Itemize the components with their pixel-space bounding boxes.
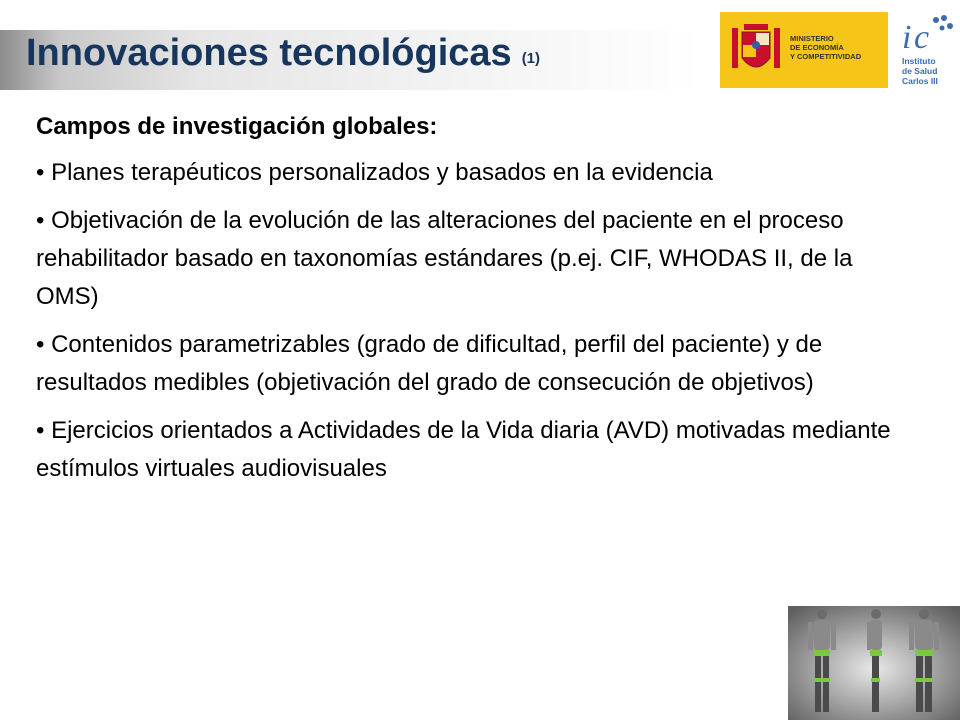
institute-text — [902, 56, 958, 86]
isciii-mark-icon — [896, 12, 956, 56]
ministry-text — [790, 34, 886, 61]
ministry-line-1: MINISTERIO — [790, 34, 834, 43]
svg-text:c: c — [914, 19, 930, 56]
slide-title-text: Innovaciones tecnológicas — [26, 32, 512, 74]
bullet-item: • Contenidos parametrizables (grado de dificultad, perfil del paciente) y de resultados medibles (objetivación del grado de consecución de objetivos) — [36, 331, 823, 396]
bullet-item: • Ejercicios orientados a Actividades de la Vida diaria (AVD) motivadas mediante estímulos virtuales audiovisuales — [36, 417, 891, 482]
institute-logo — [896, 12, 956, 92]
bullet-item: • Objetivación de la evolución de las alteraciones del paciente en el proceso rehabilitador basado en taxonomías estándares (p.ej. CIF, WHODAS II, de la OMS) — [36, 207, 853, 310]
ministry-line-2: DE ECONOMÍA — [790, 43, 844, 52]
section-heading: Campos de investigación globales: — [36, 113, 438, 140]
slide-title — [26, 32, 540, 75]
slide-content — [36, 108, 916, 498]
slide-title-suffix: (1) — [521, 50, 541, 67]
institute-line-3: Carlos III — [902, 76, 938, 86]
exoskeleton-image — [788, 606, 960, 720]
ministry-logo — [720, 12, 888, 88]
coat-of-arms-icon — [728, 18, 784, 82]
institute-line-2: de Salud — [902, 66, 938, 76]
ministry-line-3: Y COMPETITIVIDAD — [790, 52, 862, 61]
svg-text:i: i — [902, 19, 912, 56]
bullet-item: • Planes terapéuticos personalizados y basados en la evidencia — [36, 159, 713, 186]
institute-line-1: Instituto — [902, 56, 936, 66]
